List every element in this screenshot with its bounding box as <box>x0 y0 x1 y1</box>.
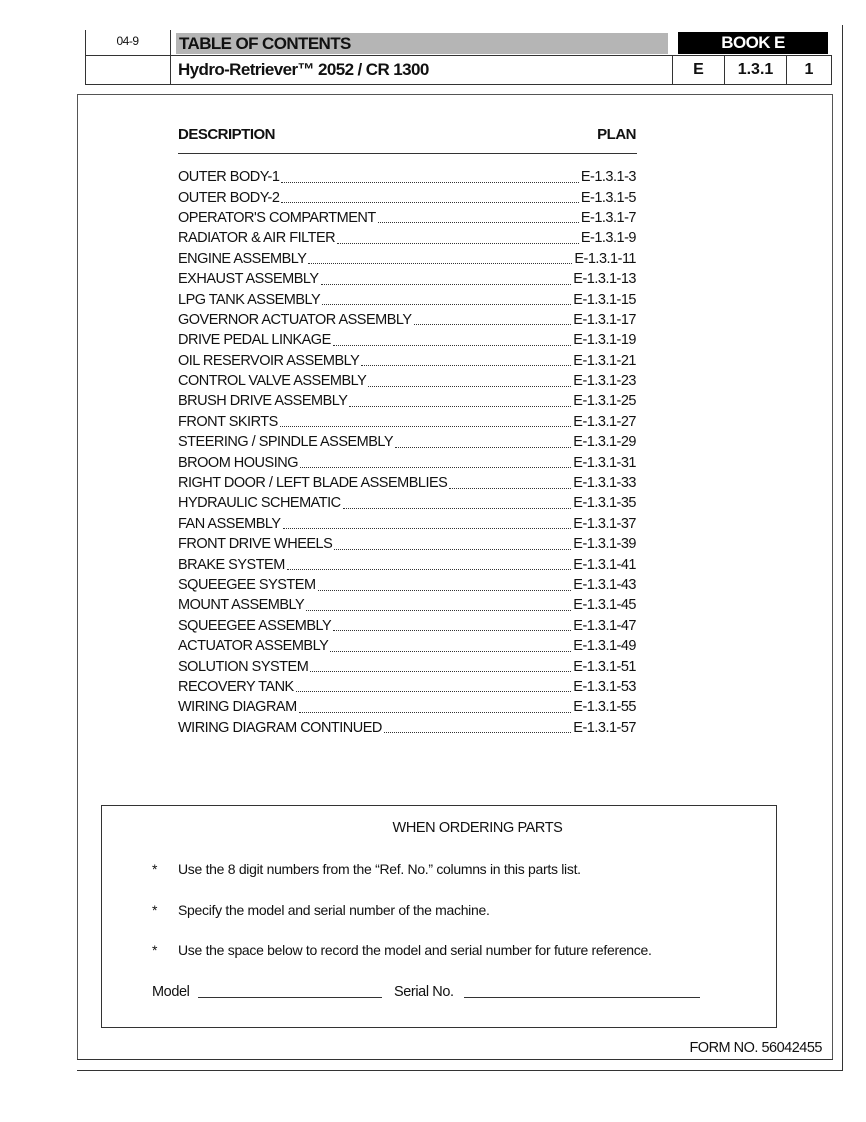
toc-entry-plan: E-1.3.1-37 <box>573 515 636 532</box>
toc-entry-label: FAN ASSEMBLY <box>178 515 281 532</box>
toc-entry-label: STEERING / SPINDLE ASSEMBLY <box>178 434 394 451</box>
toc-entry[interactable] <box>178 656 636 676</box>
dot-leader <box>300 457 571 468</box>
frame-right-line <box>842 25 843 1071</box>
dot-leader <box>337 233 579 244</box>
dot-leader <box>283 518 572 529</box>
toc-entry[interactable] <box>178 452 636 472</box>
inner-bottom-line <box>77 1059 833 1060</box>
toc-entry-plan: E-1.3.1-27 <box>573 413 636 430</box>
inner-top-line <box>77 94 832 95</box>
toc-entry-label: FRONT SKIRTS <box>178 413 278 430</box>
toc-entry[interactable] <box>178 228 636 248</box>
toc-entry[interactable] <box>178 289 636 309</box>
toc-entry-plan: E-1.3.1-21 <box>573 352 636 369</box>
dot-leader <box>349 396 571 407</box>
page-title: TABLE OF CONTENTS <box>176 33 668 54</box>
ordering-item: * Use the 8 digit numbers from the “Ref. No.” columns in this parts list. <box>152 861 581 877</box>
dot-leader <box>333 620 571 631</box>
dot-leader <box>306 600 571 611</box>
toc-entry-plan: E-1.3.1-5 <box>580 189 636 206</box>
dot-leader <box>308 253 572 264</box>
toc-entry-plan: E-1.3.1-7 <box>580 209 636 226</box>
toc-entry-label: BRUSH DRIVE ASSEMBLY <box>178 393 348 410</box>
toc-entry[interactable] <box>178 391 636 411</box>
toc-entry-plan: E-1.3.1-23 <box>573 373 636 390</box>
toc-entry[interactable] <box>178 493 636 513</box>
dot-leader <box>287 559 571 570</box>
dot-leader <box>330 641 571 652</box>
toc-entry-label: ENGINE ASSEMBLY <box>178 250 307 267</box>
toc-entry-label: OUTER BODY-1 <box>178 169 280 186</box>
toc-entry-label: ACTUATOR ASSEMBLY <box>178 638 329 655</box>
toc-entry-label: EXHAUST ASSEMBLY <box>178 271 319 288</box>
toc-entry-label: CONTROL VALVE ASSEMBLY <box>178 373 367 390</box>
toc-entry[interactable] <box>178 412 636 432</box>
toc-entry[interactable] <box>178 432 636 452</box>
toc-entry-label: BROOM HOUSING <box>178 454 298 471</box>
frame-left-line <box>77 94 78 1060</box>
dot-leader <box>280 416 571 427</box>
dot-leader <box>322 294 571 305</box>
toc-entry[interactable] <box>178 534 636 554</box>
toc-entry[interactable] <box>178 249 636 269</box>
ordering-title: WHEN ORDERING PARTS <box>392 820 563 836</box>
form-number: FORM NO. 56042455 <box>689 1040 822 1056</box>
toc-entry-plan: E-1.3.1-45 <box>573 597 636 614</box>
toc-entry[interactable] <box>178 616 636 636</box>
toc-entry[interactable] <box>178 330 636 350</box>
toc-entry-plan: E-1.3.1-29 <box>573 434 636 451</box>
dot-leader <box>310 661 571 672</box>
toc-entry-label: LPG TANK ASSEMBLY <box>178 291 321 308</box>
toc-entry[interactable] <box>178 636 636 656</box>
toc-entry[interactable] <box>178 310 636 330</box>
date-code: 04-9 <box>116 34 139 48</box>
toc-entry-plan: E-1.3.1-25 <box>573 393 636 410</box>
inner-right-line <box>832 94 833 1060</box>
toc-entry-label: OIL RESERVOIR ASSEMBLY <box>178 352 360 369</box>
model-label: Model <box>152 984 190 1000</box>
toc-entry-label: RIGHT DOOR / LEFT BLADE ASSEMBLIES <box>178 475 448 492</box>
dot-leader <box>281 192 578 203</box>
toc-entry[interactable] <box>178 208 636 228</box>
dot-leader <box>449 478 571 489</box>
toc-entry[interactable] <box>178 554 636 574</box>
ordering-item: * Specify the model and serial number of the machine. <box>152 902 490 918</box>
dot-leader <box>414 314 572 325</box>
dot-leader <box>343 498 572 509</box>
toc-entry[interactable] <box>178 167 636 187</box>
section-cell: E <box>672 55 725 85</box>
toc-entry-plan: E-1.3.1-55 <box>573 699 636 716</box>
toc-entry-plan: E-1.3.1-17 <box>573 311 636 328</box>
toc-entry-plan: E-1.3.1-39 <box>573 536 636 553</box>
toc-entry[interactable] <box>178 697 636 717</box>
toc-header-rule <box>178 153 637 154</box>
dot-leader <box>333 335 572 346</box>
toc-entry[interactable] <box>178 269 636 289</box>
toc-entry-label: HYDRAULIC SCHEMATIC <box>178 495 341 512</box>
toc-entry-plan: E-1.3.1-33 <box>573 475 636 492</box>
toc-entry-label: MOUNT ASSEMBLY <box>178 597 305 614</box>
dot-leader <box>334 539 571 550</box>
toc-entry-label: DRIVE PEDAL LINKAGE <box>178 332 331 349</box>
toc-entry-plan: E-1.3.1-43 <box>573 577 636 593</box>
toc-entry[interactable] <box>178 575 636 595</box>
ordering-item: * Use the space below to record the model and serial number for future reference. <box>152 942 652 958</box>
toc-entry-plan: E-1.3.1-51 <box>573 658 636 675</box>
toc-list <box>178 167 636 738</box>
dot-leader <box>378 212 579 223</box>
dot-leader <box>368 376 571 387</box>
toc-entry[interactable] <box>178 187 636 207</box>
toc-entry-label: BRAKE SYSTEM <box>178 556 285 573</box>
serial-field[interactable] <box>464 997 700 998</box>
toc-entry[interactable] <box>178 677 636 697</box>
serial-label: Serial No. <box>394 984 454 1000</box>
toc-entry-plan: E-1.3.1-31 <box>573 454 636 471</box>
toc-entry-plan: E-1.3.1-19 <box>573 332 636 349</box>
dot-leader <box>395 437 571 448</box>
dot-leader <box>318 580 572 591</box>
toc-entry[interactable] <box>178 595 636 615</box>
toc-entry[interactable] <box>178 514 636 534</box>
toc-entry-label: OUTER BODY-2 <box>178 189 280 206</box>
toc-entry-plan: E-1.3.1-9 <box>580 230 636 247</box>
toc-entry-plan: E-1.3.1-53 <box>573 678 636 695</box>
dot-leader <box>384 722 571 733</box>
dot-leader <box>361 355 571 366</box>
toc-entry-label: SOLUTION SYSTEM <box>178 658 309 675</box>
frame-bottom-line <box>77 1070 843 1071</box>
toc-entry[interactable] <box>178 718 636 738</box>
toc-entry-label: GOVERNOR ACTUATOR ASSEMBLY <box>178 311 412 328</box>
dot-leader <box>299 702 572 713</box>
toc-entry-plan: E-1.3.1-15 <box>573 291 636 308</box>
toc-entry-plan: E-1.3.1-35 <box>573 495 636 512</box>
toc-entry-plan: E-1.3.1-49 <box>573 638 636 655</box>
toc-entry-label: FRONT DRIVE WHEELS <box>178 536 333 553</box>
toc-entry[interactable] <box>178 371 636 391</box>
book-label: BOOK E <box>678 32 828 54</box>
toc-entry-plan: E-1.3.1-13 <box>573 271 636 288</box>
toc-entry[interactable] <box>178 473 636 493</box>
toc-entry-plan: E-1.3.1-57 <box>573 719 636 736</box>
description-header: DESCRIPTION <box>178 126 276 143</box>
toc-entry-plan: E-1.3.1-47 <box>573 617 636 634</box>
toc-entry-plan: E-1.3.1-3 <box>580 169 636 186</box>
model-subtitle: Hydro-Retriever™ 2052 / CR 1300 <box>178 60 429 79</box>
toc-entry-plan: E-1.3.1-41 <box>573 556 636 573</box>
toc-entry-plan: E-1.3.1-11 <box>574 250 636 267</box>
page-cell: 1 <box>786 55 832 85</box>
toc-entry-label: SQUEEGEE SYSTEM <box>178 577 316 593</box>
dot-leader <box>281 172 578 183</box>
number-cell: 1.3.1 <box>724 55 787 85</box>
dot-leader <box>321 274 572 285</box>
toc-entry-label: RECOVERY TANK <box>178 678 294 695</box>
toc-entry-label: SQUEEGEE ASSEMBLY <box>178 617 332 634</box>
plan-header: PLAN <box>597 126 636 143</box>
dot-leader <box>296 681 572 692</box>
toc-entry-label: WIRING DIAGRAM CONTINUED <box>178 719 382 736</box>
toc-entry[interactable] <box>178 351 636 371</box>
toc-entry-label: RADIATOR & AIR FILTER <box>178 230 336 247</box>
toc-entry-label: OPERATOR'S COMPARTMENT <box>178 209 376 226</box>
toc-entry-label: WIRING DIAGRAM <box>178 699 297 716</box>
model-field[interactable] <box>198 997 382 998</box>
